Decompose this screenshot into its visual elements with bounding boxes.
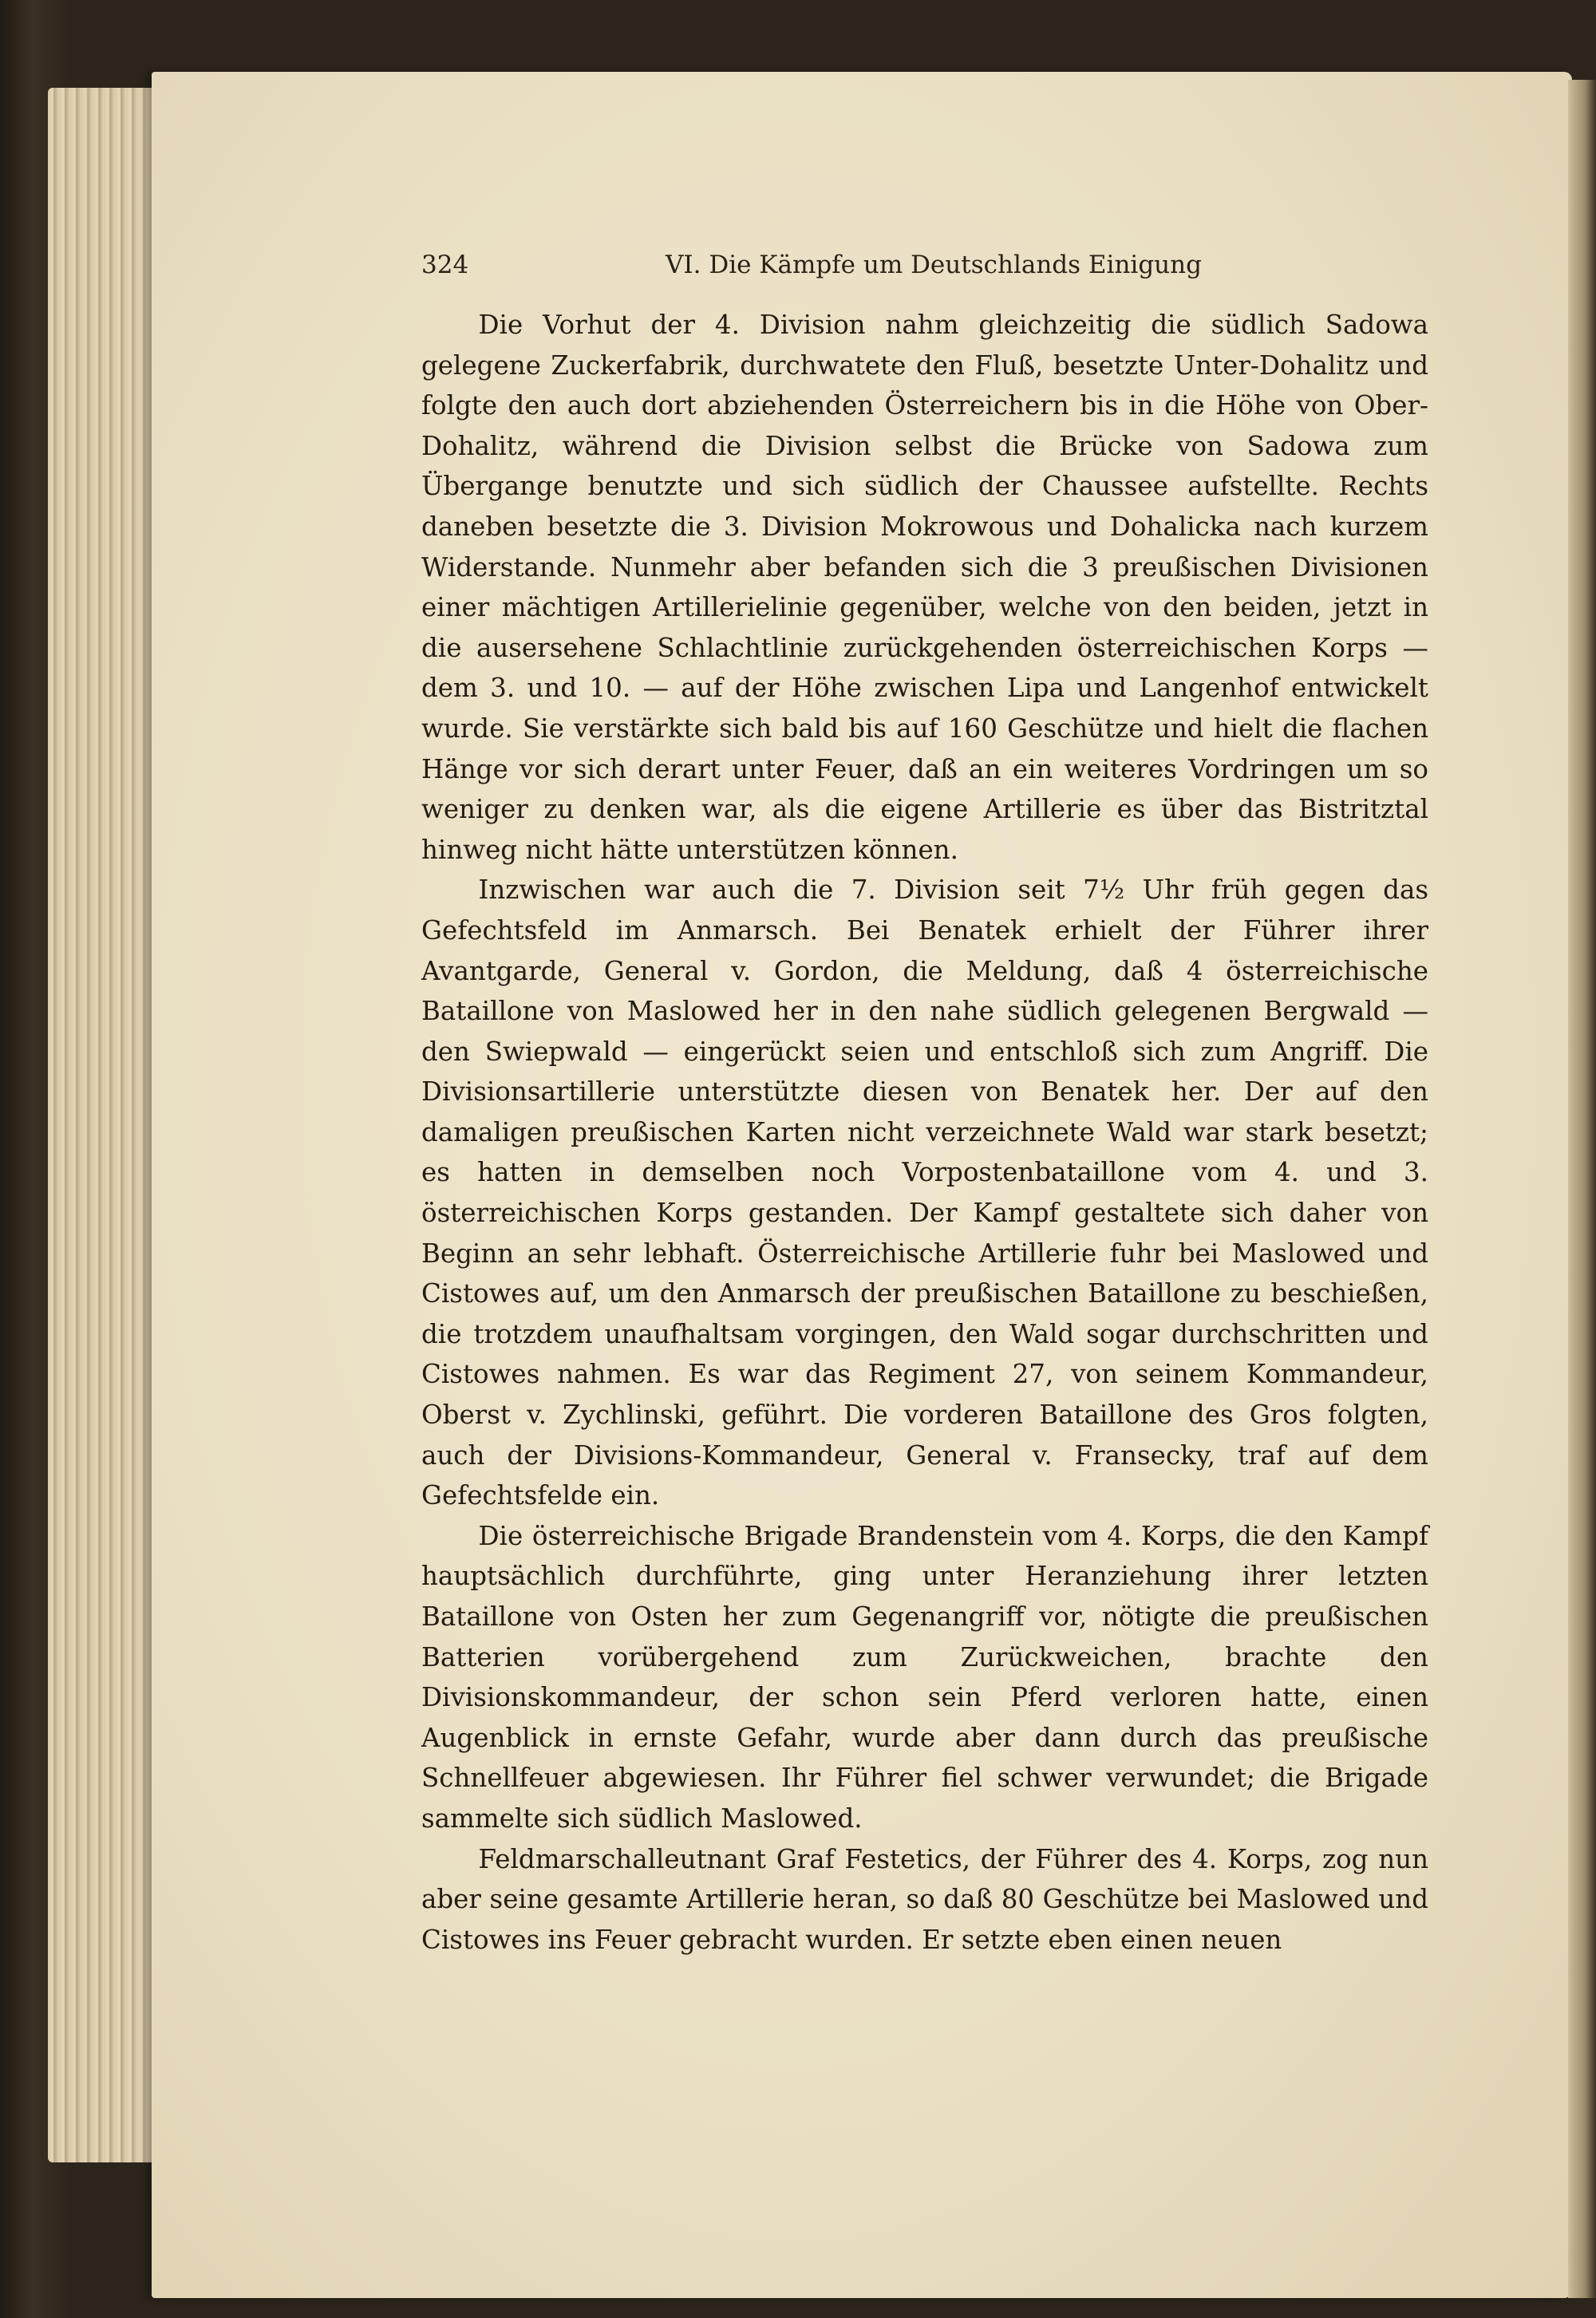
page-header [421, 251, 1427, 286]
body-text [421, 305, 1428, 1960]
page-number: 324 [421, 251, 469, 279]
paragraph-1: Die Vorhut der 4. Division nahm gleichzeitig die südlich Sadowa gelegene Zuckerfabrik, durchwatete den Fluß, besetzte Unter-Dohalitz und folgte den auch dort abziehenden Österreichern bis in die Höhe von Ober-Dohalitz, während die Division selbst die Brücke von Sadowa zum Übergange benutzte und sich südlich der Chaussee aufstellte. Rechts daneben besetzte die 3. Division Mokrowous und Dohalicka nach kurzem Widerstande. Nunmehr aber befanden sich die 3 preußischen Divisionen einer mächtigen Artillerielinie gegenüber, welche von den beiden, jetzt in die ausersehene Schlachtlinie zurückgehenden österreichischen Korps — dem 3. und 10. — auf der Höhe zwischen Lipa und Langenhof entwickelt wurde. Sie verstärkte sich bald bis auf 160 Geschütze und hielt die flachen Hänge vor sich derart unter Feuer, daß an ein weiteres Vordringen um so weniger zu denken war, als die eigene Artillerie es über das Bistritztal hinweg nicht hätte unterstützen können. [421, 310, 1428, 865]
running-title: VI. Die Kämpfe um Deutschlands Einigung [666, 251, 1202, 279]
paragraph-3: Die österreichische Brigade Brandenstein vom 4. Korps, die den Kampf hauptsächlich durchführte, ging unter Heranziehung ihrer letzten Bataillone von Osten her zum Gegenangriff vor, nötigte die preußischen Batterien vorübergehend zum Zurückweichen, brachte den Divisionskommandeur, der schon sein Pferd verloren hatte, einen Augenblick in ernste Gefahr, wurde aber dann durch das preußische Schnellfeuer abgewiesen. Ihr Führer fiel schwer verwundet; die Brigade sammelte sich südlich Maslowed. [421, 1520, 1428, 1834]
book-gutter-right [1568, 80, 1596, 2298]
paragraph-2: Inzwischen war auch die 7. Division seit 7½ Uhr früh gegen das Gefechtsfeld im Anmarsch. Bei Benatek erhielt der Führer ihrer Avantgarde, General v. Gordon, die Meldung, daß 4 österreichische Bataillone von Maslowed her in den nahe südlich gelegenen Bergwald — den Swiepwald — eingerückt seien und entschloß sich zum Angriff. Die Divisionsartillerie unterstützte diesen von Benatek her. Der auf den damaligen preußischen Karten nicht verzeichnete Wald war stark besetzt; es hatten in demselben noch Vorpostenbataillone vom 4. und 3. österreichischen Korps gestanden. Der Kampf gestaltete sich daher von Beginn an sehr lebhaft. Österreichische Artillerie fuhr bei Maslowed und Cistowes auf, um den Anmarsch der preußischen Bataillone zu beschießen, die trotzdem unaufhaltsam vorgingen, den Wald sogar durchschritten und Cistowes nahmen. Es war das Regiment 27, von seinem Kommandeur, Oberst v. Zychlinski, geführt. Die vorderen Bataillone des Gros folgten, auch der Divisions-Kommandeur, General v. Fransecky, traf auf dem Gefechtsfelde ein. [421, 875, 1428, 1511]
paragraph-4: Feldmarschalleutnant Graf Festetics, der Führer des 4. Korps, zog nun aber seine gesamte Artillerie heran, so daß 80 Geschütze bei Maslowed und Cistowes ins Feuer gebracht wurden. Er setzte eben einen neuen [421, 1843, 1428, 1955]
page-stack-edge [48, 88, 160, 2162]
